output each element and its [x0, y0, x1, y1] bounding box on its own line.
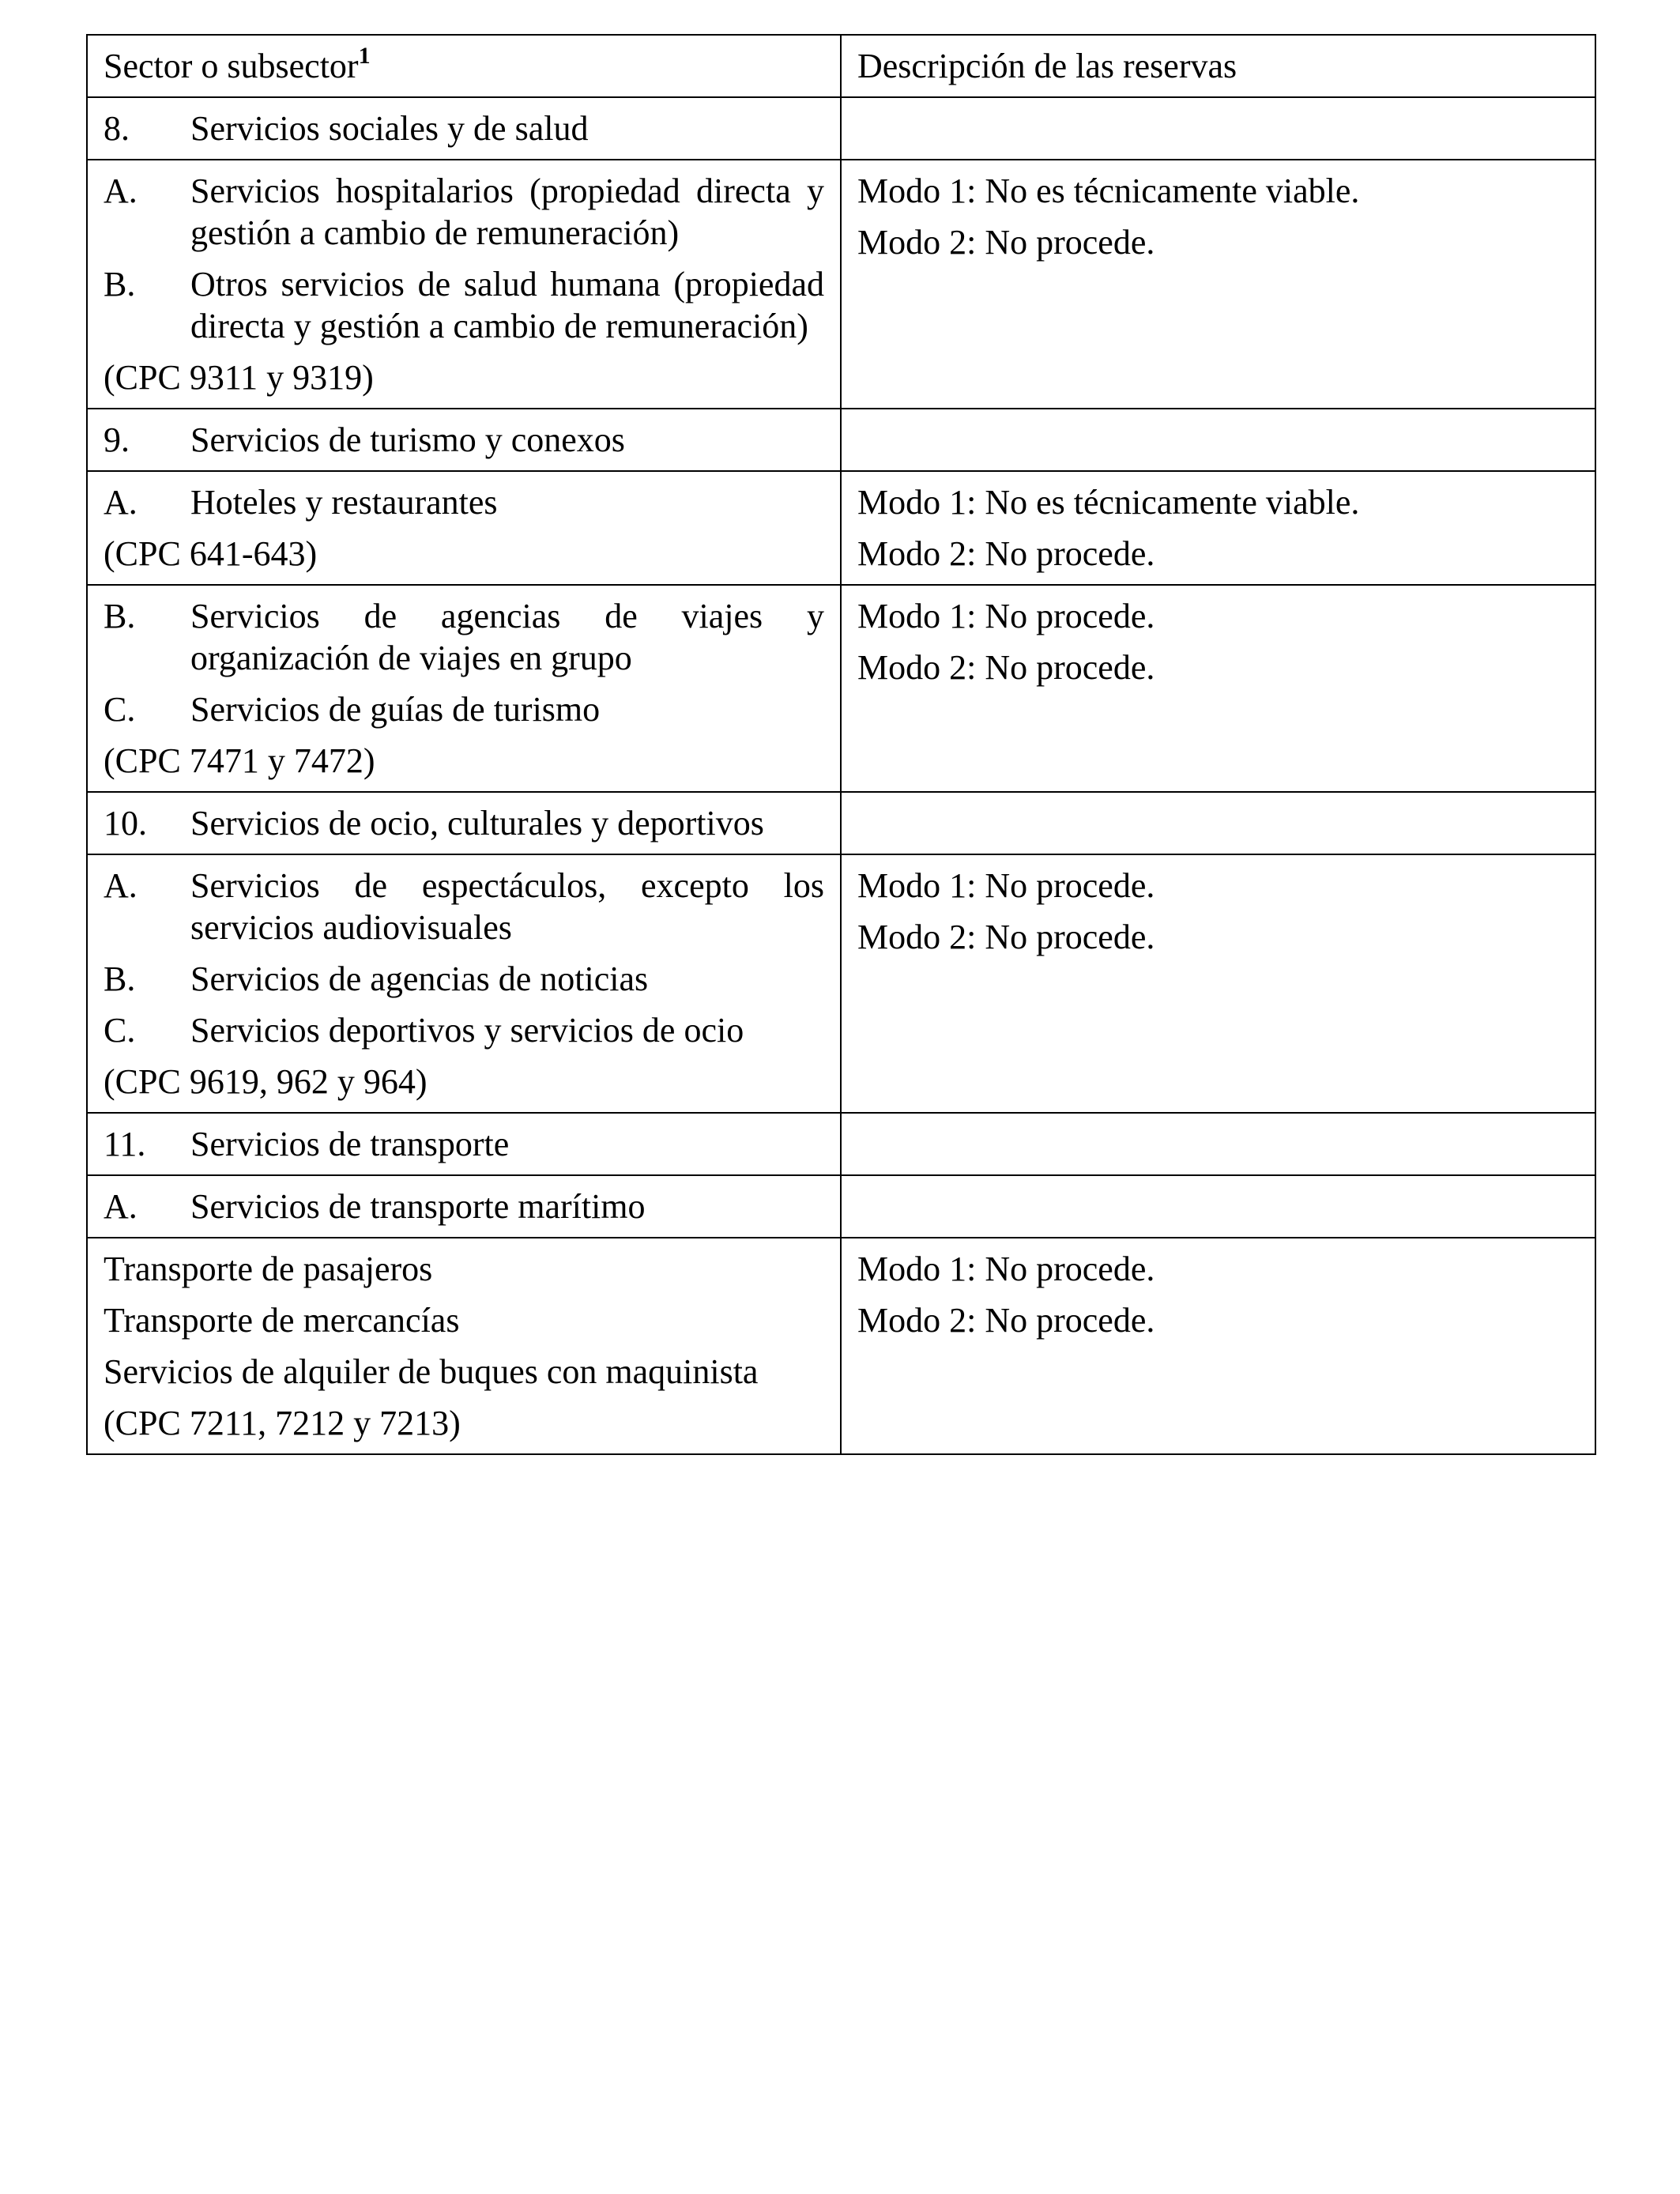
- transport-line: Transporte de pasajeros: [104, 1250, 433, 1288]
- subsection-letter: B.: [104, 597, 136, 635]
- description-cell: [841, 792, 1595, 854]
- sector-cell: [87, 409, 841, 471]
- subsection-letter: B.: [104, 959, 136, 998]
- cpc-reference: (CPC 9311 y 9319): [104, 358, 374, 397]
- subsection-text: Servicios deportivos y servicios de ocio: [190, 1011, 744, 1050]
- header-description-label: Descripción de las reservas: [857, 47, 1237, 85]
- subsection-text: Servicios de espectáculos, excepto los servicios audiovisuales: [190, 866, 824, 947]
- subsection-text: Servicios de agencias de viajes y organización de viajes en grupo: [190, 597, 824, 677]
- reservations-table: [86, 34, 1596, 1455]
- description-cell: [841, 471, 1595, 585]
- header-description-cell: [841, 35, 1595, 97]
- table-row: [87, 585, 1595, 792]
- table-row: [87, 97, 1595, 160]
- table-row: [87, 1175, 1595, 1238]
- mode-2-text: Modo 2: No procede.: [857, 223, 1155, 262]
- subsection-text: Servicios de guías de turismo: [190, 690, 601, 729]
- section-title: Servicios de ocio, culturales y deportivos: [190, 804, 764, 843]
- description-cell: [841, 854, 1595, 1113]
- cpc-reference: (CPC 7471 y 7472): [104, 741, 375, 780]
- mode-2-text: Modo 2: No procede.: [857, 648, 1155, 687]
- table-row: [87, 1113, 1595, 1175]
- table-row: [87, 854, 1595, 1113]
- section-title: Servicios sociales y de salud: [190, 109, 589, 148]
- mode-1-text: Modo 1: No procede.: [857, 866, 1155, 905]
- mode-2-text: Modo 2: No procede.: [857, 918, 1155, 956]
- mode-2-text: Modo 2: No procede.: [857, 1301, 1155, 1340]
- mode-1-text: Modo 1: No es técnicamente viable.: [857, 483, 1360, 522]
- transport-line: Transporte de mercancías: [104, 1301, 460, 1340]
- table-row: [87, 471, 1595, 585]
- table-header-row: [87, 35, 1595, 97]
- table-row: [87, 1238, 1595, 1454]
- section-title: Servicios de turismo y conexos: [190, 420, 625, 459]
- description-cell: [841, 409, 1595, 471]
- sector-cell: [87, 854, 841, 1113]
- mode-1-text: Modo 1: No procede.: [857, 1250, 1155, 1288]
- header-sector-cell: [87, 35, 841, 97]
- sector-cell: [87, 160, 841, 409]
- description-cell: [841, 1113, 1595, 1175]
- subsection-letter: A.: [104, 866, 137, 905]
- subsection-letter: A.: [104, 1187, 137, 1226]
- sector-cell: [87, 1238, 841, 1454]
- footnote-marker[interactable]: 1: [358, 43, 371, 69]
- cpc-reference: (CPC 7211, 7212 y 7213): [104, 1404, 461, 1442]
- sector-cell: [87, 585, 841, 792]
- sector-cell: [87, 471, 841, 585]
- section-number: 9.: [104, 420, 130, 459]
- sector-cell: [87, 97, 841, 160]
- cpc-reference: (CPC 9619, 962 y 964): [104, 1062, 428, 1101]
- mode-1-text: Modo 1: No es técnicamente viable.: [857, 172, 1360, 210]
- table-row: [87, 160, 1595, 409]
- subsection-letter: C.: [104, 690, 136, 729]
- cpc-reference: (CPC 641-643): [104, 534, 318, 573]
- transport-line: Servicios de alquiler de buques con maquinista: [104, 1352, 759, 1391]
- subsection-letter: C.: [104, 1011, 136, 1050]
- mode-2-text: Modo 2: No procede.: [857, 534, 1155, 573]
- subsection-text: Servicios de agencias de noticias: [190, 959, 649, 998]
- table-row: [87, 792, 1595, 854]
- description-cell: [841, 1238, 1595, 1454]
- subsection-text: Hoteles y restaurantes: [190, 483, 498, 522]
- subsection-letter: A.: [104, 483, 137, 522]
- subsection-text: Servicios hospitalarios (propiedad directa y gestión a cambio de remuneración): [190, 172, 824, 252]
- description-cell: [841, 1175, 1595, 1238]
- description-cell: [841, 585, 1595, 792]
- subsection-letter: B.: [104, 265, 136, 303]
- mode-1-text: Modo 1: No procede.: [857, 597, 1155, 635]
- section-number: 10.: [104, 804, 147, 843]
- description-cell: [841, 160, 1595, 409]
- section-number: 11.: [104, 1125, 146, 1163]
- subsection-letter: A.: [104, 172, 137, 210]
- table-row: [87, 409, 1595, 471]
- section-title: Servicios de transporte: [190, 1125, 510, 1163]
- sector-cell: [87, 792, 841, 854]
- sector-cell: [87, 1113, 841, 1175]
- header-sector-label: Sector o subsector: [104, 47, 359, 85]
- subsection-text: Otros servicios de salud humana (propiedad directa y gestión a cambio de remuneración): [190, 265, 824, 345]
- section-number: 8.: [104, 109, 130, 148]
- subsection-text: Servicios de transporte marítimo: [190, 1187, 646, 1226]
- sector-cell: [87, 1175, 841, 1238]
- description-cell: [841, 97, 1595, 160]
